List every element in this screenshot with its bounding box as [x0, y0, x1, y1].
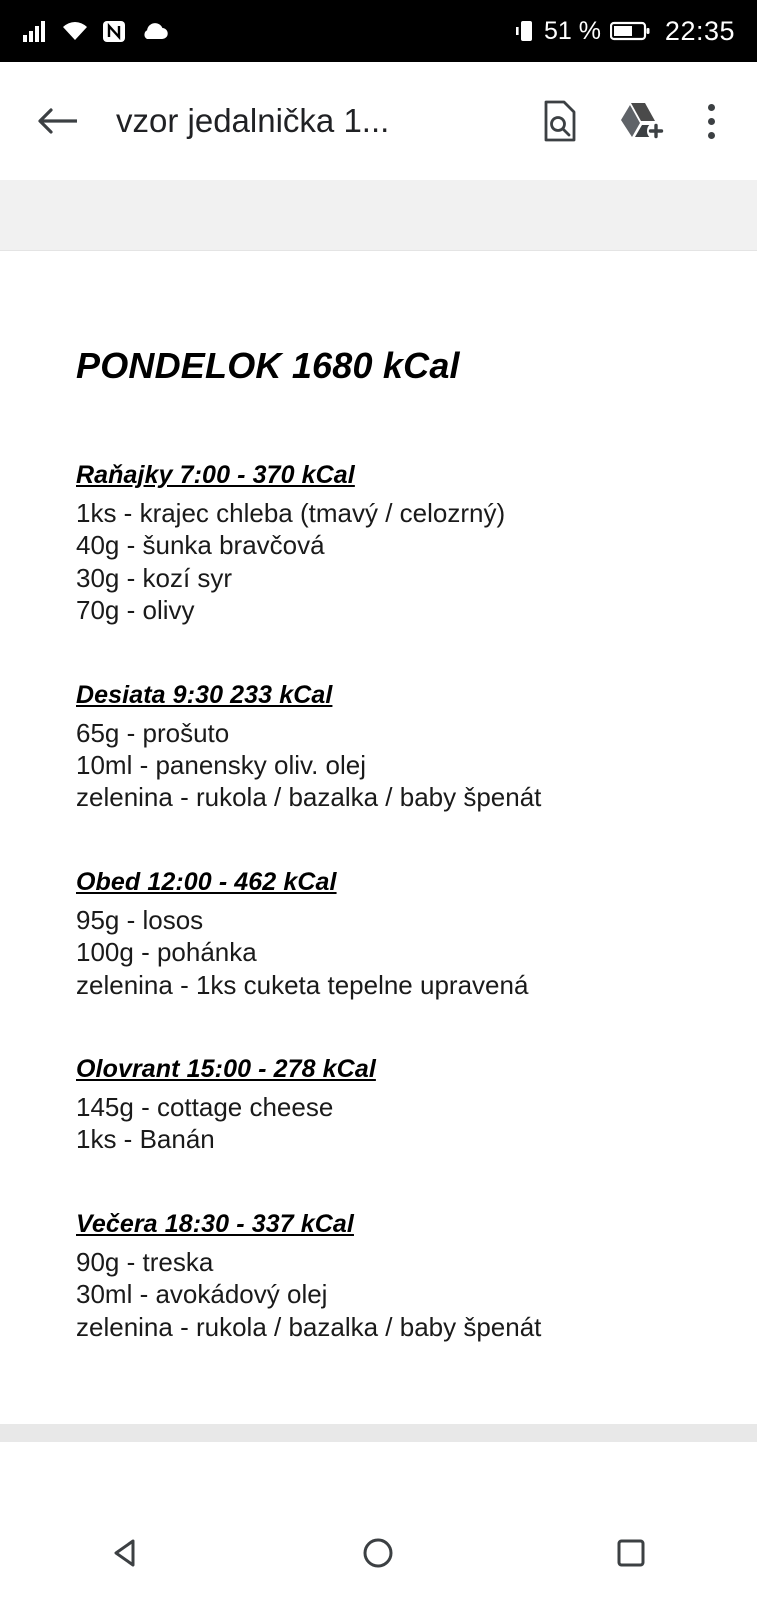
system-navigation-bar [0, 1506, 757, 1600]
bottom-spacer [0, 1442, 757, 1506]
status-clock: 22:35 [664, 15, 735, 46]
meal-line: zelenina - rukola / bazalka / baby špenát [76, 782, 542, 813]
meal-block [76, 461, 681, 627]
status-bar [0, 0, 757, 62]
app-bar-actions [529, 90, 733, 152]
document-search-icon[interactable] [529, 90, 591, 152]
meal-line: 70g - olivy [76, 595, 195, 626]
page-separator [0, 1424, 757, 1442]
overflow-dot [708, 104, 715, 111]
status-bar-left-icons [22, 19, 169, 43]
overflow-dot [708, 118, 715, 125]
meal-line: 100g - pohánka [76, 937, 257, 968]
meal-title: Večera 18:30 - 337 kCal [76, 1209, 354, 1238]
meal-block [76, 681, 681, 814]
page-title: PONDELOK 1680 kCal [76, 345, 460, 386]
nfc-icon [102, 19, 126, 43]
back-arrow-icon[interactable] [24, 88, 90, 154]
more-vertical-icon[interactable] [689, 90, 733, 152]
meal-line: 1ks - krajec chleba (tmavý / celozrný) [76, 498, 506, 528]
status-bar-right-icons [515, 16, 735, 47]
cloud-icon [139, 20, 169, 42]
nav-back-triangle-icon[interactable] [66, 1506, 186, 1600]
meal-block [76, 1210, 681, 1343]
meal-line: 90g - treska [76, 1246, 214, 1277]
battery-icon [610, 20, 650, 42]
meal-title: Obed 12:00 - 462 kCal [76, 867, 337, 896]
overflow-dot [708, 132, 715, 139]
battery-percent-label: 51 % [543, 16, 601, 45]
add-to-drive-icon[interactable] [609, 90, 671, 152]
document-viewer[interactable] [0, 251, 757, 1442]
signal-icon [22, 19, 48, 43]
nav-home-circle-icon[interactable] [318, 1506, 438, 1600]
meal-block [76, 1055, 681, 1156]
vibrate-icon [515, 19, 535, 43]
meal-title: Desiata 9:30 233 kCal [76, 680, 333, 709]
meal-title: Olovrant 15:00 - 278 kCal [76, 1055, 376, 1084]
meal-title: Raňajky 7:00 - 370 kCal [76, 461, 355, 489]
meal-line: 95g - losos [76, 904, 204, 935]
meal-block [76, 868, 681, 1001]
document-title: vzor jedalnička 1... [116, 102, 390, 139]
document-page [0, 251, 757, 1442]
meal-line: zelenina - 1ks cuketa tepelne upravená [76, 969, 529, 1000]
meal-line: 145g - cottage cheese [76, 1092, 334, 1123]
meal-line: 40g - šunka bravčová [76, 530, 325, 561]
toolbar-strip [0, 180, 757, 251]
meal-line: 30g - kozí syr [76, 562, 233, 593]
wifi-icon [61, 19, 89, 43]
meal-line: 10ml - panensky oliv. olej [76, 750, 366, 781]
meal-line: 65g - prošuto [76, 717, 230, 748]
meal-line: 1ks - Banán [76, 1124, 215, 1155]
meal-line: zelenina - rukola / bazalka / baby špenát [76, 1311, 542, 1342]
nav-recents-square-icon[interactable] [571, 1506, 691, 1600]
meal-line: 30ml - avokádový olej [76, 1279, 328, 1310]
app-bar [0, 62, 757, 180]
